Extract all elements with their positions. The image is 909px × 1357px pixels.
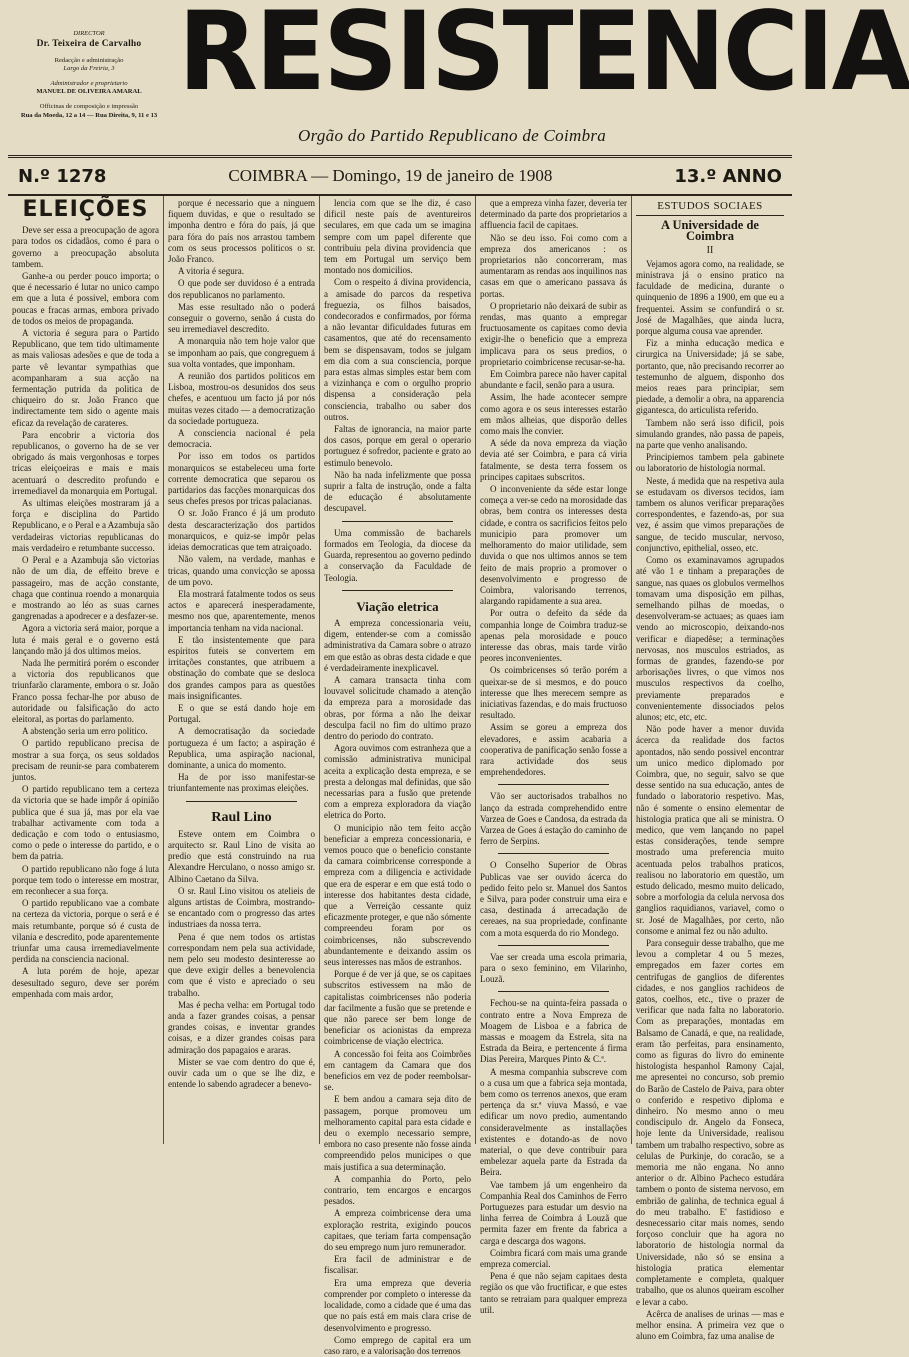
paragraph: Os coimbricenses só terão porém a queixar-se de si mesmos, e do pouco interesse que lhes merecem sempre as iniciativas fazendas, e do mais fructuoso resultado. — [480, 665, 627, 721]
masthead-title: RESISTENCIA — [178, 0, 909, 116]
paragraph: Fechou-se na quinta-feira passada o contrato entre a Nova Empreza de Moagem de Lisboa e a fabrica de massas e moagem da Estrela, sita na Estrada da Beira, e pertencente á firma Dias Pereira, Marques Pinto & C.ª. — [480, 998, 627, 1065]
paragraph: Ganhe-a ou perder pouco importa; o que é necessario é lutar no unico campo em que a luta é possivel, embora com poucas e fracas armas, embora privado de todos os meios de propaganda. — [12, 271, 159, 326]
part-number: II — [706, 244, 714, 256]
moagem-body — [480, 998, 627, 1316]
paragraph: Por outra o defeito da séde da companhia longe de Coimbra traduz-se apenas pela morosidade e pouco interesse das obras, mais tarde virão peores inconvenientes. — [480, 608, 627, 664]
escola-note: Vae ser creada uma escola primaria, para o sexo feminino, em Vilarinho, Louzã. — [480, 951, 627, 985]
paragraph: A séde da nova empreza da viação devia até ser Coimbra, e para cá viria fatalmente, se desta terra fossem os principes capitaes subscritos. — [480, 438, 627, 482]
print-address: Rua da Moeda, 12 a 14 — Rua Direita, 9, 11 e 13 — [20, 111, 158, 119]
paragraph: Assim, lhe hade acontecer sempre como agora e os seus interesses estarão em mãos alheias, que disporão delles como mais lhe convier. — [480, 392, 627, 437]
paragraph: Por isso em todos os partidos monarquicos se estabeleceu uma forte corrente democratica que separou os partidarios das facções monarquicas dos seus chefes presos por tricas palacianas. — [168, 451, 315, 507]
director-label: DIRECTOR — [73, 30, 105, 37]
paragraph: E o que se está dando hoje em Portugal. — [168, 702, 315, 725]
divider — [498, 991, 609, 992]
paragraph: Nada lhe permitirá porém o esconder a victoria dos republicanos que triunfarão claramente, embora o sr. João Franco possa fechar-lhe por abuso de autoridade ou falsificação do acto eleitoral, as portas do parlamento. — [12, 657, 159, 724]
paragraph: A reunião dos partidos politicos em Lisboa, mostrou-os desunidos dos seus chefes, e acentuou um facto já por nós muitas vezes citado — a democratização da sociedade portugueza. — [168, 371, 315, 426]
viacao-eletrica-body — [324, 618, 471, 1357]
column-5 — [632, 196, 788, 1342]
paragraph: O inconveniente da séde estar longe começa a ver-se cedo na morosidade das obras, bem contra os interesses desta cidade, e contra os sacrificios feitos pelo municipio para promover um melhoramento do maior utilidade, sem duvida o que nos ultimos annos se tem feito de mais proprio a promover o desenvolvimento e progresso de Coimbra, valorisando terrenos, alargando rapidamente a sua area. — [480, 484, 627, 607]
paragraph: O partido republicano precisa de mostrar a sua força, os seus soldados precisam de reunir-se para combaterem juntos. — [12, 738, 159, 782]
paragraph: A consciencia nacional é pela democracia. — [168, 428, 315, 450]
paragraph: Não pode haver a menor duvida ácerca da realidade dos factos apontados, não sendo possivel encontrar um unico medico diplomado por Coimbra, que, no seguir, salvo se que desse sentido na sua educação, antes de fundado o laboratorio respetivo. Mas, não é somente o ensino elementar de histologia pratica que ali se ministra. O medico, que vem lançando no papel estas considerações, tende sempre mostrado uma preferencia muito acentuada pelos trabalhos praticos, realisou no laboratorio em questão, um estudo delicado, mesmo muito delicado, sobre a morfologia da celula nervosa dos ganglios raquidianos, variavel, como o sr. José de Magalhães, por certo, não consome e animal fez ou não adulto. — [636, 724, 784, 936]
paragraph: O sr. Raul Lino visitou os atelieis de alguns artistas de Coimbra, mostrando-se encantado com o progresso das artes industriaes da nossa terra. — [168, 885, 315, 930]
paragraph: Para conseguir desse trabalho, que me levou a completar 4 ou 5 mezes, empregados em fazer cortes em centrifugas de ganglios de diferentes cidades, e nos ganglios rachideos de gatos, coelhos, etc., tive o prazer de verificar que nada falta no laboratorio. Com as preparações, montadas em Balsamo de Canadá, e que, na realidade, eram tão perfeitas, para ensinamento, como as figuras do livro do eminente histologista hespanhol Ramony Cajal, me apresentei no concurso, sob premio do Barão de Castelo de Paiva, para obter o conferido e respetivo diploma e dinheiro. No mesmo anno o meu condiscipulo dr. Angelo da Fonseca, hoje lente da Universidade, realisou tambem um trabalho respectivo, sobre as celulas de Purkinje, do coracão, se a memoria me não engana. No anno anterior o dr. Albino Pacheco estudára tambem o ponto de sistema nervoso, em embrião de galinha, de technica egual á do meu trabalho. E' fastidioso e desnecessario citar mais nomes, sendo forçoso concluir que ha agora no laboratorio de histologia normal da Universidade, não só se ensina a histologia pratica elementar completamente e completa, qualquer trabalho, que os alunos queiram escolher e levar a cabo. — [636, 938, 784, 1307]
paragraph: Como os examinavamos agrupados até vão 1 e tinham a preparações de sangue, nas quaes os globulos vermelhos tomavam uma disposição em pilhas, semelhando pilhas de moedas, o desenvolveram-se actuaes; as quaes iam vendo ao microscopio, deixando-nos verificar e diapedêse; a terminações nervosas, nos musculos estriados, as formas de grandes, fazendo-se por arborisações livres, o que vimos nos musculos respectivos da coelho, previamente preparados e convenientemente dissociados pelos alunos; etc, etc, etc. — [636, 555, 784, 722]
paragraph: O partido republicano tem a certeza da victoria que se hade impôr á opinião publica que é sua já, mas por ela vae trabalhar activamente com toda a dedicação e com todo o entusiasmo, como o pede o interesse do partido, e o bem da patria. — [12, 784, 159, 862]
eleicoes-body — [12, 225, 159, 1000]
section-estudos-sociaes: ESTUDOS SOCIAES — [636, 201, 784, 216]
paragraph: A democratisação da sociedade portugueza é um facto; a aspiração é Republica, uma aspiração nacional, dominante, a unica do momento. — [168, 726, 315, 770]
director-name: Dr. Teixeira de Carvalho — [36, 39, 142, 50]
paragraph: O municipio não tem feito acção beneficiar a empreza concessionaria, e vemos pouco que o beneficio constante da camara coimbricense corresponde a empreza com a diligencia e actividade que era de esperar e em que está todo o interesse dos habitantes desta cidade, que a Verreição cessante quiz eficazmente proteger, e que não sómente compreendeu foram por os coimbricenses, não subscrevendo abundantemente e deixando assim os seus interesses nas mãos de estranhos. — [324, 822, 471, 967]
raul-lino-body — [168, 829, 315, 1091]
paragraph: Não valem, na verdade, manhas e tricas, quando uma convicção se apossa de um povo. — [168, 554, 315, 587]
paragraph: Mas esse resultado não o poderá conseguir o governo, senão á custa do seu irremediavel descredito. — [168, 301, 315, 335]
paragraph: Esteve ontem em Coimbra o arquitecto sr. Raul Lino de visita ao predio que está construindo na rua Alexandre Herculano, o nosso amigo sr. Albino Caetano da Silva. — [168, 828, 315, 884]
paragraph: lencia com que se lhe diz, é caso dificil neste país de aventureiros seculares, em que cada um se imagina sempre com um papel diferente que contribuiu pela divina providencia que tem em Portugal um serviço bem montado nos domicilios. — [324, 198, 471, 276]
paragraph: Neste, á medida que na respetiva aula se estudavam os diversos tecidos, iam tambem os alunos verificar preparações correspondentes, e fazendo-as, por sua vez, é assim que vimos preparações de sangue, de tecido muscular, nervoso, conjunctivo, epithelial, osseo, etc. — [636, 475, 784, 553]
print-label: Officinas de composição e impressão — [39, 103, 139, 111]
issue-number: N.º 1278 — [18, 165, 107, 187]
paragraph: Mas é pecha velha: em Portugal todo anda a fazer grandes coisas, a pensar grandes coisas, e inventar grandes coisas, e a dizer grandes coisas para admiração dos papagaios e araras. — [168, 999, 315, 1055]
masthead-info-block — [14, 30, 164, 120]
eleicoes-body-continued — [168, 198, 315, 795]
divider — [342, 521, 453, 522]
paragraph: Assim se goreu a empreza dos elevadores, e assim acabaria a cooperativa de panificação senão fosse a rara actividade dos seus emprehendedores. — [480, 722, 627, 778]
divider — [498, 784, 609, 785]
paragraph: Agora ouvimos com estranheza que a comissão administrativa municipal aceita a explicação desta empreza, e se presta a delongas mal definidas, que são necessarias para a fusão que pretende com a empreza exploradora da viação eletrica do Porto. — [324, 743, 471, 821]
viacao-eletrica-body-continued — [480, 198, 627, 778]
paragraph: A luta porém de hoje, apezar desesultado seguro, deve ser porém empenhada com mais ardor, — [12, 966, 159, 999]
headline-viacao-eletrica: Viação eletrica — [356, 598, 439, 614]
paragraph: Coimbra ficará com mais uma grande empreza comercial. — [480, 1247, 627, 1270]
paragraph: O proprietario não deixará de subir as rendas, mas quanto a empregar fructuosamente os capitaes como devia exigir-lhe o beneficio que a empreza implicava para os seus predios, o proprietario coimbricense recusar-se-ha. — [480, 300, 627, 367]
admin-name: MANUEL DE OLIVEIRA AMARAL — [36, 88, 142, 96]
headline-raul-lino: Raul Lino — [211, 809, 272, 825]
obras-publicas-note: O Conselho Superior de Obras Publicas vae ser ouvido ácerca do pedido feito pelo sr. Manuel dos Santos e Silva, para poder construir uma eira e casa, destinada á arrecadação de cereaes, na sua propriedade, confinante com a mota esquerda do rio Mondego. — [480, 860, 627, 938]
column-1 — [8, 196, 164, 1144]
paragraph: porque é necessario que a ninguem fiquem duvidas, e que o resultado se imponha dentro e fóra do país, já que para fóra do país nos arrastou tambem com os seus processos politicos o sr. João Franco. — [168, 198, 315, 265]
paragraph: O partido republicano vae a combate na certeza da victoria, porque o será e é mais retumbante, porque só é custa de vilania e descredito, pode aparentemente triunfar uma causa irremediavelmente perdida na consciencia nacional. — [12, 898, 159, 965]
paragraph: A monarquia não tem hoje valor que se imponham ao país, que congreguem á sua volta vontades, que imponham. — [168, 336, 315, 369]
column-4 — [476, 196, 632, 1315]
divider — [498, 853, 609, 854]
paragraph: Como emprego de capital era um caso raro, e a valorisação dos terrenos — [324, 1334, 471, 1356]
paragraph: Em Coimbra parece não haver capital abundante e facil, senão para a usura. — [480, 369, 627, 391]
paragraph: Principiemos tambem pela gabinete ou laboratorio de histologia normal. — [636, 452, 784, 474]
paragraph: Faltas de ignorancia, na maior parte dos casos, porque em geral o operario portuguez é sofredor, paciente e grato ao estimulo benevolo. — [324, 424, 471, 468]
paragraph: Mister se vae com dentro do que é, ouvir cada um o que se lhe diz, e entende lo sabendo agradecer a benevo- — [168, 1056, 315, 1090]
masthead-subtitle: Orgão do Partido Republicano de Coimbra — [298, 126, 607, 145]
paragraph: Fiz a minha educação medica e cirurgica na Universidade; já se sabe, portanto, que, não precisando recorrer ao testemunho de alguem, disponho dos meios reaes para principiar, sem piedade, a demolir a obra, na apparencia gigantesca, do articulista referido. — [636, 338, 784, 416]
paragraph: que a empreza vinha fazer, deveria ter determinado da parte dos proprietarios a affluencia facil de capitaes. — [480, 198, 627, 231]
paragraph: Com o respeito á divina providencia, a amisade do parcos da respetiva freguezia, os filhos baisados, condecorados e confirmados, por fórma a não levantar dificuldades futuras em casamentos, que até do recensamento bem se dispensavam, todos se julgam em dia com a sua consciencia, porque para estas almas simples estar bem com a vizinhança e com o orgulho proprio dispensa a consideração pela consciencia, trabalho ou saber dos outros. — [324, 277, 471, 422]
paragraph: Porque é de ver já que, se os capitaes subscritos estivessem na mão de capitalistas coimbricenses não poderia dar facilmente a fusão que se pretende e que não parece ser bem longe de beneficiar os acionistas da empreza coimbricense de viação electrica. — [324, 969, 471, 1047]
estrada-note: Vão ser auctorisados trabalhos no lanço da estrada comprehendido entre Varzea de Goes e Candosa, da estrada da Varzea de Goes á estação do caminho de ferro de Serpins. — [480, 791, 627, 847]
masthead — [8, 0, 909, 155]
paragraph: A companhia do Porto, pelo contrario, tem encargos e encargos pesados. — [324, 1173, 471, 1207]
universidade-body — [636, 259, 784, 1343]
paragraph: Pena é que não sejam capitaes desta região os que vão fructificar, e que estes tanto se retraiam para qualquer empreza util. — [480, 1271, 627, 1315]
paragraph: E bem andou a camara seja dito de passagem, porque promoveu um melhoramento capital para esta cidade e deu o exemplo necessario sempre, embora no caso presente não fosse ainda compreendido pelos municipes o que mais justifica a sua determinação. — [324, 1094, 471, 1172]
paragraph: E tão insistentemente que para espiritos futeis se convertem em irritações constantes, que atribuem a obstinação do combate que se desloca dos grandes campos para as questões mais insignificantes. — [168, 634, 315, 701]
article-columns — [8, 196, 792, 1356]
paragraph: A mesma companhia subscreve com o a cusa um que a fabrica seja montada, bem como os terrenos anexos, que eram pertença da sr.ª viuva Massó, e vae edificar um novo predio, aumentando consideravelmente as installações existentes e dotando-as de novo material, o que deve contribuir para embelezar aquela parte da Estrada da Beira. — [480, 1066, 627, 1178]
paragraph: Vae tambem já um engenheiro da Companhia Real dos Caminhos de Ferro Portuguezes para estudar um desvio na linha ferrea de Coimbra á Louzã que permita fazer em frente da fabrica a carga e descarga dos wagons. — [480, 1179, 627, 1246]
divider — [342, 590, 453, 591]
paragraph: O Peral e a Azambuja são victorias não de um dia, de effeito breve e passageiro, mas de acção constante, chaga que continua roendo a monarquia e mostrando ao léo as suas carnes gangrenadas a apodrecer e a desfazer-se. — [12, 555, 159, 622]
admin-label: Administrador e proprietario — [50, 79, 128, 87]
place-date: COIMBRA — Domingo, 19 de janeiro de 1908 — [228, 166, 553, 185]
redaccao-label: Redacção e administração — [54, 56, 124, 64]
paragraph: Acêrca de analises de urinas — mas e melhor ensina. A primeira vez que o aluno em Coimbra, faz uma analise de — [636, 1308, 784, 1342]
paragraph: Era facil de administrar e de fiscalisar. — [324, 1254, 471, 1276]
headline-eleicoes: ELEIÇÕES — [22, 197, 149, 222]
paragraph: Deve ser essa a preocupação de agora para todos os cidadãos, como é para o governo a preocupação absoluta tambem. — [12, 225, 159, 269]
paragraph: A empreza coimbricense dera uma exploração restrita, exigindo poucos capitaes, que teriam farta compensação do seu emprego num juro remunerador. — [324, 1208, 471, 1253]
paragraph: Ela mostrará fatalmente todos os seus actos e aparecerá inesperadamente, mesmo nos que, aparentemente, menos importancia tenham na vida nacional. — [168, 588, 315, 633]
teologia-note: Uma commissão de bacharels formados em Teologia, da diocese da Guarda, representou ao governo pedindo a conservação da Faculdade de Teologia. — [324, 527, 471, 583]
paragraph: As ultimas eleições mostraram já a força e disciplina do Partido Republicano, e o Peral e a Azambuja são verdadeiras victorias republicanas do mais verdadeiro e retumbante successo. — [12, 498, 159, 553]
paragraph: O que pode ser duvidoso é a entrada dos republicanos no parlamento. — [168, 278, 315, 300]
column-3 — [320, 196, 476, 1356]
paragraph: Pena é que nem todos os artistas correspondam nem pela sua actividade, nem pelo seu modesto desinteresse ao que deve exigir delles a benevolencia com que é visto e apreciado o seu trabalho. — [168, 931, 315, 998]
column-2 — [164, 196, 320, 1144]
paragraph: Agora a victoria será maior, porque a luta é mais geral e o governo está lançando mão já dos ultimos meios. — [12, 623, 159, 656]
paragraph: O sr. João Franco é já um produto desta descaracterização dos partidos monarquicos, e quiz-se impôr pelas ideias democraticas que tem atraiçoado. — [168, 508, 315, 553]
paragraph: A victoria é segura para o Partido Republicano, que tem tido ultimamente as mais valiosas adesões e que de toda a parte vê levantar sympathias que acompanharam a sua acção na fermentação putrida da politica de chiqueiro do sr. João Franco que indirectamente tem sido o agente mais eficaz da revelação de carateres. — [12, 328, 159, 428]
paragraph: A abstenção seria um erro politico. — [22, 726, 148, 737]
paragraph: Não ha nada infelizmente que possa suprir a falta de instrução, onde a falta de educação é absolutamente descupavel. — [324, 469, 471, 514]
paragraph: A vitoria é segura. — [178, 266, 244, 277]
divider — [498, 945, 609, 946]
paragraph: Ha de por isso manifestar-se triunfantemente nas proximas eleições. — [168, 772, 315, 794]
headline-universidade: A Universidade de Coimbra — [661, 218, 759, 244]
divider — [186, 801, 297, 802]
dateline-bar — [8, 155, 792, 196]
paragraph: Era uma empreza que deveria comprender por completo o interesse da localidade, como a cidade que é uma das que no país está em mais clara crise de desenvolvimento e progresso. — [324, 1277, 471, 1333]
paragraph: Para encobrir a victoria dos republicanos, o governo ha de se ver obrigado ás mais vergonhosas e torpes tricas eleiçoeiras e mais e mais acentuará o descredito profundo e irremediavel da monarquia em Portugal. — [12, 429, 159, 496]
paragraph: Não se deu isso. Foi como com a empreza dos americanos : os proprietarios não concorreram, mas aumentaram as rendas aos inquilinos nas casas em que o americano passava ás portas. — [480, 232, 627, 299]
paragraph: A concessão foi feita aos Coimbrões em cantagem da Camara que dos beneficios em vez de poder reembolsar-se. — [324, 1048, 471, 1093]
redaccao-address: Largo da Freiria, 3 — [63, 65, 115, 73]
paragraph: A camara transacta tinha com louvavel solicitude chamado a atenção da empreza para a morosidade das obras, por fórma a não lhe deixar desculpa facil no fim do ultimo prazo dentro do periodo do contrato. — [324, 674, 471, 741]
paragraph: A empreza concessionaria veiu, digem, entender-se com a comissão administrativa da Camara sobre o atrazo em que estão as obras desta cidade e que é verdadeiramente inexplicavel. — [324, 617, 471, 673]
year-label: 13.º ANNO — [674, 165, 782, 187]
paragraph: Vejamos agora como, na realidade, se ministrava já o ensino pratico na faculdade de medicina, durante o quinquenio de 1896 a 1900, em que eu a frequentei. Assim se confundirá o sr. José de Magalhães, que ainda lucra, porque alguma cousa vae aprender. — [636, 258, 784, 337]
paragraph: O partido republicano não foge á luta porque tem todo o interesse em mostrar, em reconhecer a sua força. — [12, 863, 159, 896]
paragraph: Tambem não será isso dificil, pois simulando grandes, não passa de papeis, na parte que venho analisando. — [636, 417, 784, 451]
raul-lino-body-continued — [324, 198, 471, 515]
